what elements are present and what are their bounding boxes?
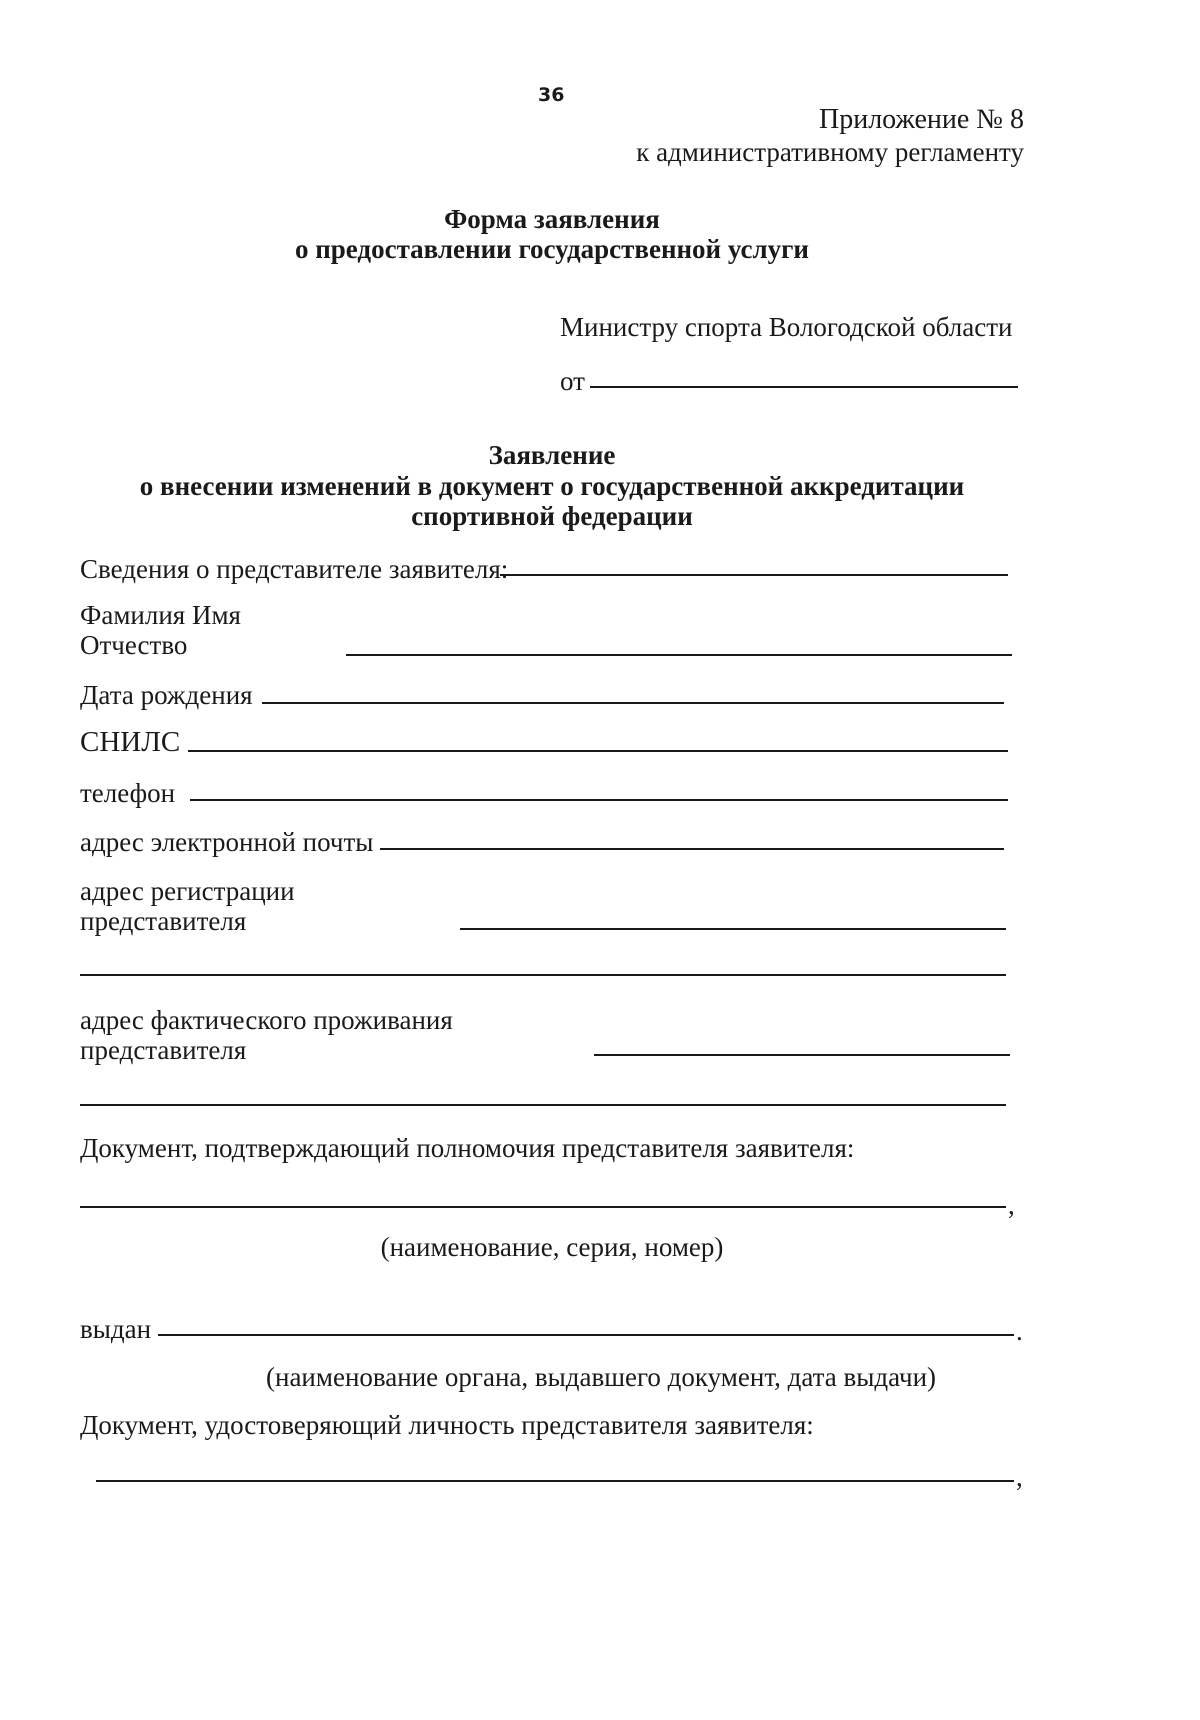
actual-address-field-continued[interactable]	[80, 1104, 1006, 1106]
reg-address-label-line2: представителя	[80, 906, 247, 936]
full-name-field[interactable]	[346, 654, 1012, 656]
birth-date-field[interactable]	[262, 702, 1004, 704]
snils-label: СНИЛС	[80, 726, 181, 758]
reg-address-field-continued[interactable]	[80, 974, 1006, 976]
authority-doc-label: Документ, подтверждающий полномочия представителя заявителя:	[80, 1133, 855, 1163]
appendix-number: Приложение № 8	[819, 104, 1024, 135]
identity-doc-label: Документ, удостоверяющий личность представителя заявителя:	[80, 1410, 814, 1440]
issued-field[interactable]	[158, 1334, 1014, 1336]
identity-doc-field[interactable]	[96, 1480, 1014, 1482]
actual-address-field[interactable]	[594, 1054, 1010, 1056]
actual-address-label-line2: представителя	[80, 1035, 247, 1065]
addressee-from-label: от	[560, 366, 585, 396]
full-name-label-line2: Отчество	[80, 630, 188, 660]
phone-field[interactable]	[190, 799, 1008, 801]
authority-doc-hint: (наименование, серия, номер)	[380, 1232, 724, 1262]
authority-doc-field[interactable]	[80, 1206, 1006, 1208]
addressee-to: Министру спорта Вологодской области	[560, 312, 1013, 342]
form-title-line2: о предоставлении государственной услуги	[294, 234, 809, 264]
identity-doc-comma: ,	[1016, 1462, 1023, 1492]
addressee-from-field[interactable]	[590, 386, 1018, 388]
snils-field[interactable]	[188, 750, 1008, 752]
actual-address-label-line1: адрес фактического проживания	[80, 1005, 453, 1035]
statement-title-line2: о внесении изменений в документ о государственной аккредитации	[139, 471, 965, 501]
statement-title-line3: спортивной федерации	[411, 501, 693, 531]
representative-info-field[interactable]	[500, 574, 1008, 576]
issued-period: .	[1016, 1316, 1023, 1346]
reg-address-label-line1: адрес регистрации	[80, 876, 295, 906]
form-title-line1: Форма заявления	[444, 204, 660, 234]
representative-info-label: Сведения о представителе заявителя:	[80, 554, 509, 584]
statement-title-line1: Заявление	[488, 440, 616, 470]
issued-label: выдан	[80, 1314, 152, 1344]
full-name-label-line1: Фамилия Имя	[80, 600, 241, 630]
email-field[interactable]	[380, 848, 1004, 850]
phone-label: телефон	[80, 778, 176, 808]
issued-hint: (наименование органа, выдавшего документ, дата выдачи)	[266, 1362, 937, 1392]
reg-address-field[interactable]	[460, 928, 1006, 930]
page-number: 36	[538, 84, 565, 106]
email-label: адрес электронной почты	[80, 827, 374, 857]
appendix-reference: к административному регламенту	[636, 137, 1024, 167]
birth-date-label: Дата рождения	[80, 680, 253, 710]
authority-doc-comma: ,	[1008, 1190, 1015, 1220]
